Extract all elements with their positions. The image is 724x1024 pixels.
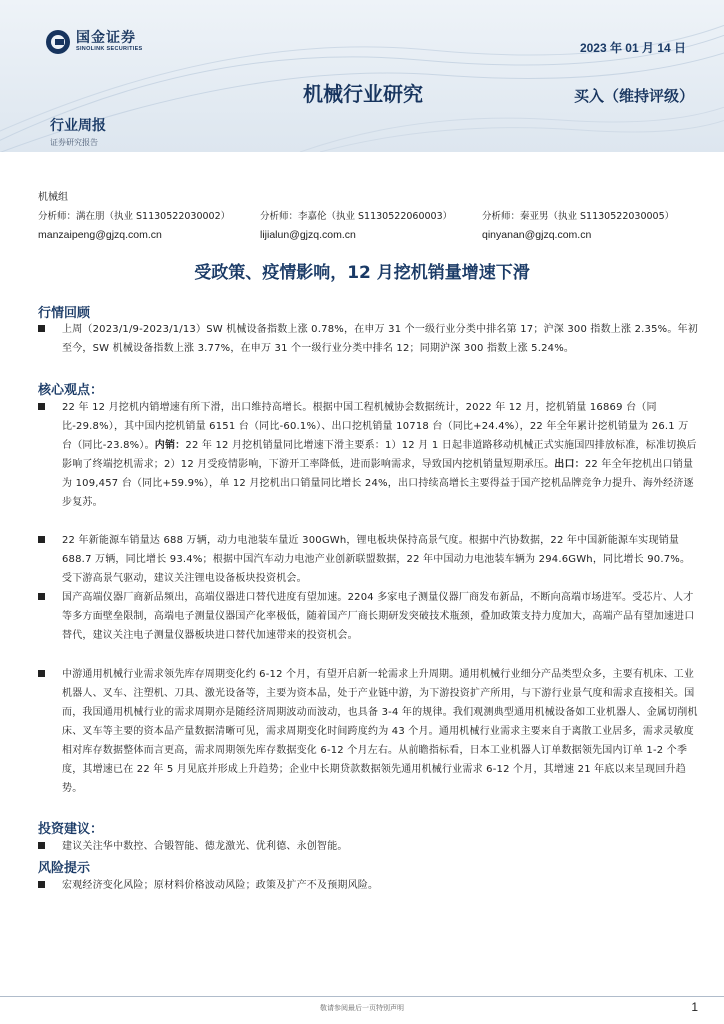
report-type: 行业周报 — [50, 118, 106, 134]
section-title-risk: 风险提示 — [38, 861, 91, 876]
list-item — [38, 320, 698, 380]
report-date: 2023 年 01 月 14 日 — [579, 41, 686, 55]
analyst-3-email[interactable]: qinyanan@gjzq.com.cn — [482, 229, 592, 241]
logo-icon — [46, 30, 70, 54]
footer-divider — [0, 996, 724, 997]
list-item — [38, 665, 698, 817]
page-number: 1 — [691, 1000, 698, 1014]
analyst-1: 分析师：满在朋（执业 S1130522030002） — [38, 211, 231, 222]
core-item-2-text: 22 年新能源车销量达 688 万辆，动力电池装车量近 300GWh，锂电板块保持高景气度。根据中汽协数据，22 年中国新能源车实现销量 688.7 万辆，同比增长 93.4%；根据中国汽车动力电池产业创新联盟数据，22 年中国动力电池装车辆为 294.6GWh，同比增长 90.7%。受下游高景气驱动，建议关注锂电设备板块投资机会。 — [62, 535, 691, 584]
list-item — [38, 876, 698, 896]
footer-notice: 敬请参阅最后一页特别声明 — [320, 1004, 404, 1012]
analyst-2-email[interactable]: lijialun@gjzq.com.cn — [260, 229, 356, 241]
core-item-4-text: 中游通用机械行业需求领先库存周期变化约 6-12 个月，有望开启新一轮需求上升周期。通用机械行业细分产品类型众多，主要有机床、工业机器人、叉车、注塑机、刀具、激光设备等，主要为资本品，处于产业链中游，为下游投资扩产所用，与下游行业景气度和需求直接相关。国而，我国通用机械行业的需求周期亦是随经济周期波动而波动，也具备 3-4 年的规律。我们观测典型通用机械设备如工业机器人、金属切削机床、叉车等主要的资本品产量数据清晰可见，需求周期变化时间跨度约为 43 个月。通用机械行业需求主要来自于离散工业居多，需求灵敏度相对库存数据整体而言更高，需求周期领先库存数据变化 6-12 个月左右。从前瞻指标看，日本工业机器人订单数据领先国内订单 1-2 个季度，其增速已在 22 年 5 月见底并形成上升趋势；企业中长期贷款数据领先通用机械行业需求 6-12 个月，其增速 21 年底以来呈现回升趋势。 — [62, 669, 698, 794]
list-item — [38, 531, 698, 589]
list-item — [38, 588, 698, 664]
bullet-icon — [38, 881, 45, 888]
market-text: 上周（2023/1/9-2023/1/13）SW 机械设备指数上涨 0.78%，在申万 31 个一级行业分类中排名第 17；沪深 300 指数上涨 2.35%。年初至今，SW 机械设备指数上涨 3.77%，在申万 31 个一级行业分类中排名 12；同期沪深 300 指数上涨 5.24%。 — [62, 324, 698, 354]
list-item — [38, 398, 698, 530]
rating-badge: 买入（维持评级） — [573, 87, 694, 105]
report-headline: 受政策、疫情影响，12 月挖机销量增速下滑 — [194, 263, 530, 283]
header-banner — [0, 0, 724, 152]
logo-cn-text: 国金证券 — [76, 30, 136, 47]
report-subtype: 证券研究报告 — [50, 138, 98, 147]
core-item-1-text: 22 年 12 月挖机内销增速有所下滑，出口维持高增长。根据中国工程机械协会数据统计，2022 年 12 月，挖机销量 16869 台（同比-29.8%），其中国内挖机销量 6151 台（同比-60.1%）、出口挖机销量 10718 台（同比+24.4%），22 年全年累计挖机销量为 26.1 万台（同比-23.8%）。内销：22 年 12 月挖机销量同比增速下滑主要系：1）12 月 1 日起非道路移动机械正式实施国四排放标准，标准切换后影响了终端挖机需求；2）12 月受疫情影响，下游开工率降低，进而影响需求，导致国内挖机销量短期承压。出口：22 年全年挖机出口销量为 109,457 台（同比+59.9%），单 12 月挖机出口销量同比增长 24%，出口持续高增长主要得益于国产挖机品牌竞争力提升、海外经济逐步复苏。 — [62, 402, 697, 508]
invest-text: 建议关注华中数控、合锻智能、德龙激光、优利德、永创智能。 — [62, 841, 348, 852]
section-title-core: 核心观点： — [38, 383, 104, 398]
analyst-1-email[interactable]: manzaipeng@gjzq.com.cn — [38, 229, 162, 241]
list-item — [38, 837, 698, 857]
section-title-invest: 投资建议： — [38, 822, 104, 837]
analyst-2: 分析师：李嘉伦（执业 S1130522060003） — [260, 211, 453, 222]
decorative-wave-lines — [0, 0, 724, 152]
bullet-icon — [38, 670, 45, 677]
core-item-3-text: 国产高端仪器厂商新品频出，高端仪器进口替代进度有望加速。2204 多家电子测量仪器厂商发布新品，不断向高端市场进军。受芯片、人才等多方面壁垒限制，高端电子测量仪器国产化率极低，随着国产厂商长期研发突破技术瓶颈，叠加政策支持力度加大，高端产品有望加速进口替代，建议关注电子测量仪器板块进口替代加速带来的投资机会。 — [62, 592, 695, 641]
analyst-group: 机械组 — [38, 192, 68, 203]
company-logo — [46, 30, 143, 54]
section-title-market: 行情回顾 — [38, 306, 91, 321]
bullet-icon — [38, 593, 45, 600]
bullet-icon — [38, 403, 45, 410]
analyst-3: 分析师：秦亚男（执业 S1130522030005） — [482, 211, 675, 222]
bullet-icon — [38, 325, 45, 332]
risk-text: 宏观经济变化风险；原材料价格波动风险；政策及扩产不及预期风险。 — [62, 880, 379, 891]
logo-en-text: SINOLINK SECURITIES — [76, 46, 143, 53]
page-title: 机械行业研究 — [303, 82, 423, 106]
bullet-icon — [38, 536, 45, 543]
bullet-icon — [38, 842, 45, 849]
